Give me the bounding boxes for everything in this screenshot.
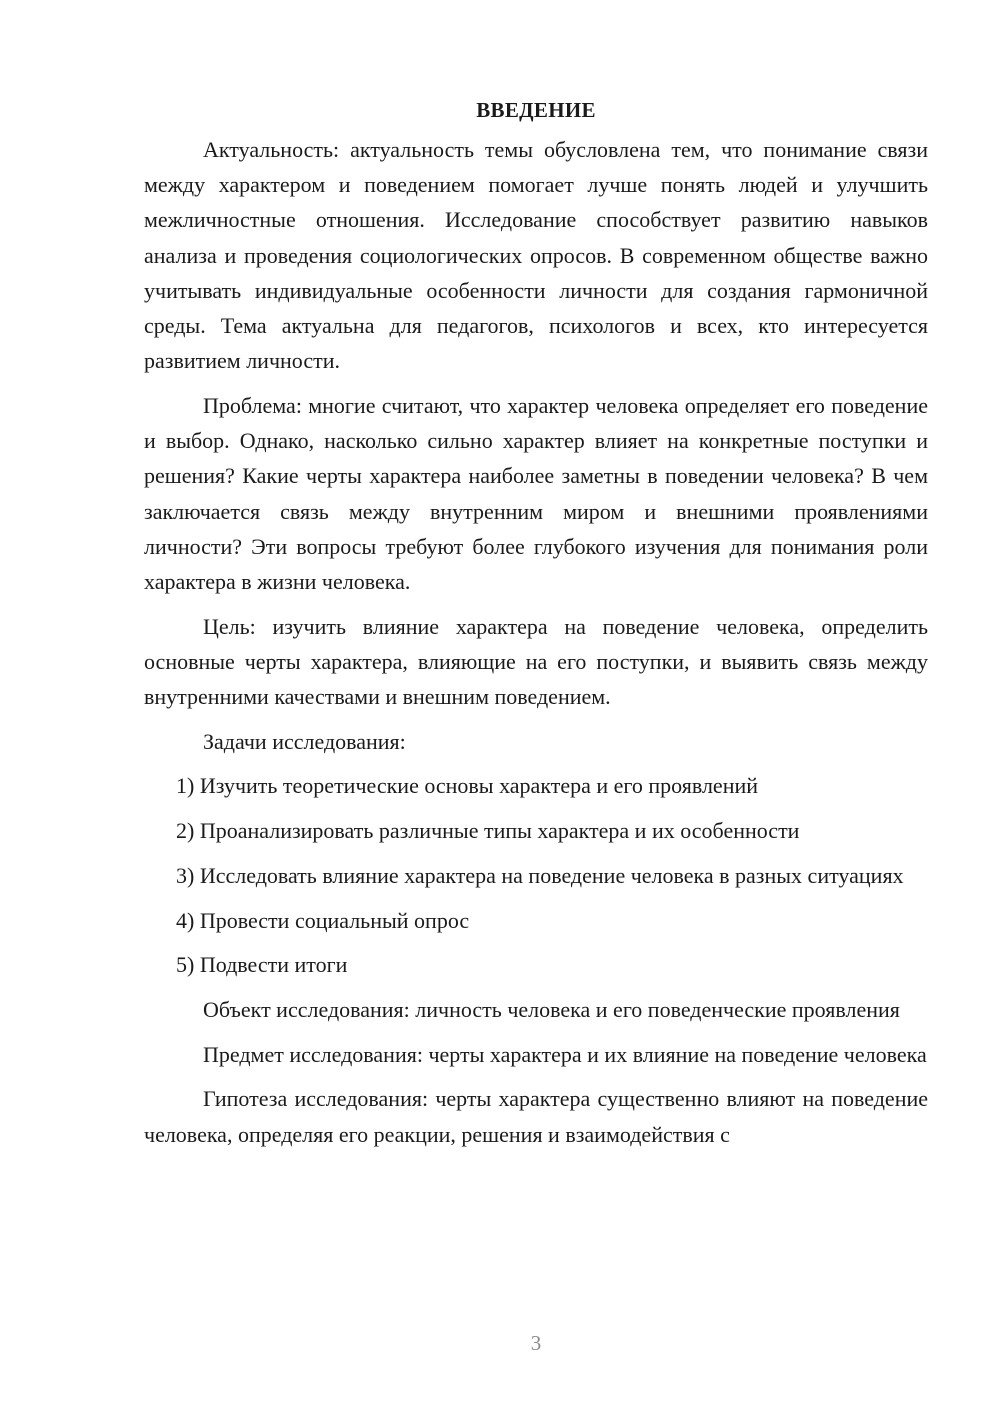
paragraph-object: Объект исследования: личность человека и его поведенческие проявления: [203, 996, 900, 1022]
task-item: 1) Изучить теоретические основы характера и его проявлений: [176, 773, 759, 799]
task-item: 3) Исследовать влияние характера на поведение человека в разных ситуациях: [176, 862, 904, 888]
paragraph-subject: Предмет исследования: черты характера и их влияние на поведение человека: [203, 1041, 927, 1067]
task-item: 5) Подвести итоги: [176, 952, 348, 978]
paragraph-goal: Цель: изучить влияние характера на поведение человека, определить основные черты характера, влияющие на его поступки, и выявить связь между внутренними качествами и внешним поведением.: [144, 613, 928, 710]
section-heading: ВВЕДЕНИЕ: [476, 98, 596, 122]
page-content: [144, 96, 928, 1161]
task-item: 4) Провести социальный опрос: [176, 907, 470, 933]
paragraph-problem: Проблема: многие считают, что характер человека определяет его поведение и выбор. Однако, насколько сильно характер влияет на конкретные поступки и решения? Какие черты характера наиболее заметны в поведении человека? В чем заключается связь между внутренним миром и внешними проявлениями личности? Эти вопросы требуют более глубокого изучения для понимания роли характера в жизни человека.: [144, 392, 928, 594]
paragraph-tasks-intro: Задачи исследования:: [203, 728, 406, 754]
page-number: 3: [530, 1331, 542, 1355]
paragraph-hypothesis: Гипотеза исследования: черты характера существенно влияют на поведение человека, определяя его реакции, решения и взаимодействия с: [144, 1086, 928, 1147]
task-item: 2) Проанализировать различные типы характера и их особенности: [176, 818, 800, 844]
paragraph-relevance: Актуальность: актуальность темы обусловлена тем, что понимание связи между характером и поведением помогает лучше понять людей и улучшить межличностные отношения. Исследование способствует развитию навыков анализа и проведения социологических опросов. В современном обществе важно учитывать индивидуальные особенности личности для создания гармоничной среды. Тема актуальна для педагогов, психологов и всех, кто интересуется развитием личности.: [144, 137, 928, 374]
